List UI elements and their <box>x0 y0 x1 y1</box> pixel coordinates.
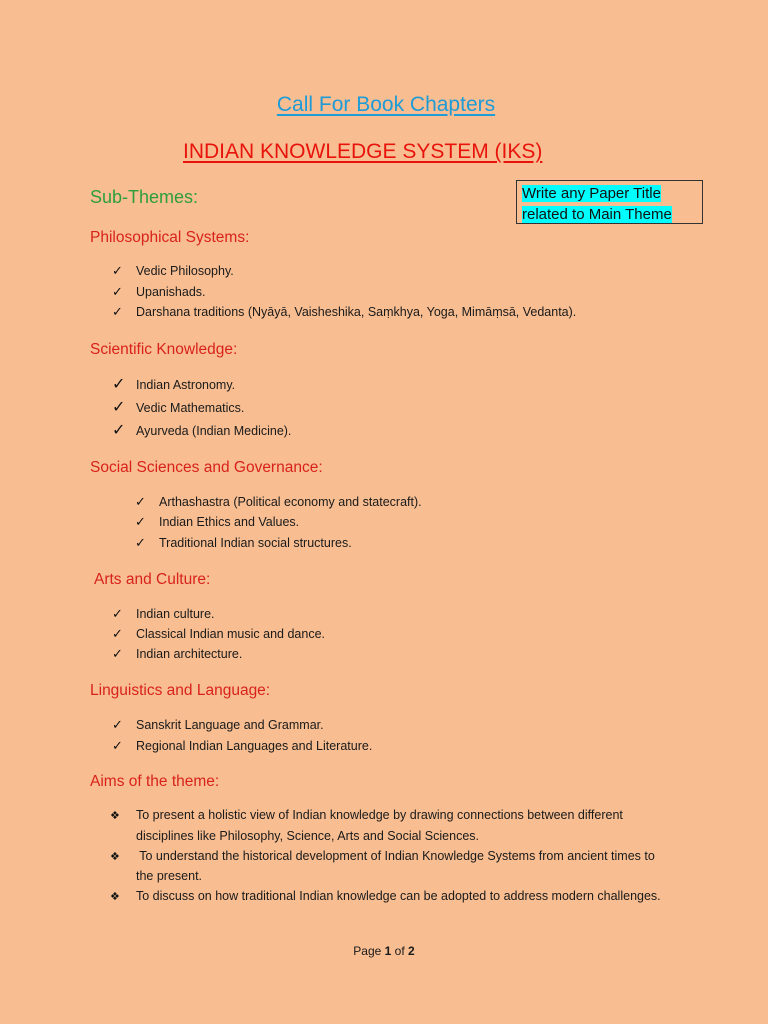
subthemes-label: Sub-Themes: <box>90 187 199 207</box>
list-item: ✓ Vedic Mathematics. <box>112 399 245 416</box>
aim-item-continuation: disciplines like Philosophy, Science, Arts and Social Sciences. <box>136 829 479 843</box>
list-item: ✓ Sanskrit Language and Grammar. <box>112 717 324 732</box>
check-icon: ✓ <box>112 304 123 319</box>
section-heading-arts: Arts and Culture: <box>94 571 211 588</box>
list-item: ✓ Arthashastra (Political economy and statecraft). <box>135 494 422 509</box>
check-icon: ✓ <box>112 738 123 753</box>
list-item: ✓ Indian Astronomy. <box>112 376 236 393</box>
check-icon: ✓ <box>135 494 146 509</box>
check-icon: ✓ <box>112 606 123 621</box>
total-pages-number: 2 <box>408 944 415 958</box>
list-item: ✓ Traditional Indian social structures. <box>135 535 352 550</box>
section-heading-scientific: Scientific Knowledge: <box>90 341 238 358</box>
diamond-bullet-icon: ❖ <box>110 851 120 863</box>
list-item: ✓ Darshana traditions (Nyāyā, Vaisheshika, Saṃkhya, Yoga, Mimāṃsā, Vedanta). <box>112 304 577 319</box>
list-item: ✓ Regional Indian Languages and Literature. <box>112 738 373 753</box>
list-item: ✓ Upanishads. <box>112 284 206 299</box>
list-item: ✓ Indian Ethics and Values. <box>135 514 300 529</box>
call-for-chapters-title: Call For Book Chapters <box>276 93 496 116</box>
section-heading-social: Social Sciences and Governance: <box>90 459 323 476</box>
check-icon: ✓ <box>135 514 146 529</box>
check-icon: ✓ <box>112 399 126 416</box>
aim-item: ❖ To present a holistic view of Indian knowledge by drawing connections between different <box>110 808 623 822</box>
aim-item: ❖ To understand the historical development of Indian Knowledge Systems from ancient times to <box>110 849 655 863</box>
check-icon: ✓ <box>135 535 146 550</box>
page-number: Page 1 of 2 <box>353 944 415 958</box>
aim-item: ❖ To discuss on how traditional Indian knowledge can be adopted to address modern challenges. <box>110 889 661 903</box>
check-icon: ✓ <box>112 284 123 299</box>
section-heading-linguistics: Linguistics and Language: <box>90 682 271 699</box>
main-theme-title: INDIAN KNOWLEDGE SYSTEM (IKS) <box>183 140 543 163</box>
check-icon: ✓ <box>112 263 123 278</box>
diamond-bullet-icon: ❖ <box>110 810 120 822</box>
check-icon: ✓ <box>112 717 123 732</box>
list-item: ✓ Vedic Philosophy. <box>112 263 234 278</box>
section-heading-philosophical: Philosophical Systems: <box>90 229 250 246</box>
check-icon: ✓ <box>112 626 123 641</box>
paper-title-callout <box>516 180 703 224</box>
check-icon: ✓ <box>112 376 126 393</box>
check-icon: ✓ <box>112 646 123 661</box>
list-item: ✓ Classical Indian music and dance. <box>112 626 325 641</box>
list-item: ✓ Ayurveda (Indian Medicine). <box>112 422 292 439</box>
diamond-bullet-icon: ❖ <box>110 891 120 903</box>
callout-line-2: related to Main Theme <box>522 206 672 223</box>
aim-item-continuation: the present. <box>136 869 203 883</box>
check-icon: ✓ <box>112 422 126 439</box>
section-heading-aims: Aims of the theme: <box>90 773 220 790</box>
current-page-number: 1 <box>384 944 392 958</box>
callout-line-1: Write any Paper Title <box>522 185 661 202</box>
list-item: ✓ Indian architecture. <box>112 646 243 661</box>
list-item: ✓ Indian culture. <box>112 606 215 621</box>
